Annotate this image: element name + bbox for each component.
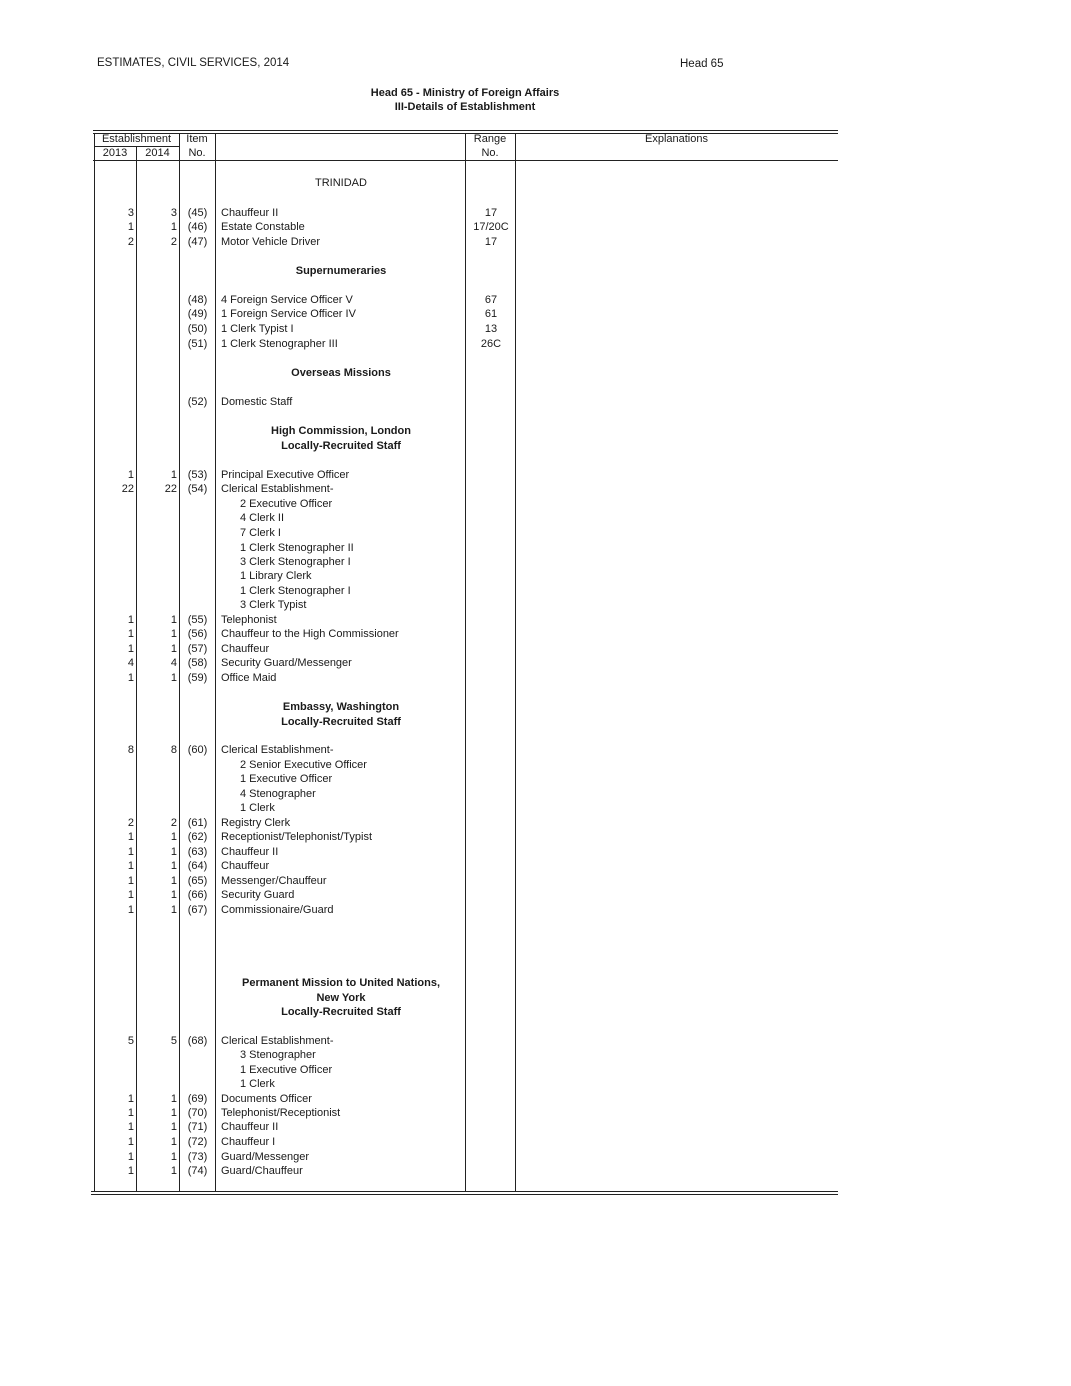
establishment-2014-cell: 1 [170, 1151, 177, 1163]
description-cell: Motor Vehicle Driver [221, 236, 321, 248]
item-number-cell: (47) [187, 236, 208, 248]
item-number-cell: (64) [187, 860, 208, 872]
table-row [0, 322, 1071, 336]
description-cell: Security Guard [221, 889, 295, 901]
description-cell: 4 Clerk II [240, 512, 285, 524]
establishment-2014-cell: 4 [170, 657, 177, 669]
table-row [0, 206, 1071, 220]
establishment-2014-cell: 1 [170, 831, 177, 843]
establishment-2013-cell: 3 [127, 207, 134, 219]
establishment-2013-cell: 1 [127, 614, 134, 626]
description-cell: Messenger/Chauffeur [221, 875, 327, 887]
description-cell: 1 Clerk [240, 1078, 275, 1090]
description-cell: Guard/Messenger [221, 1151, 310, 1163]
establishment-2013-cell: 1 [127, 904, 134, 916]
establishment-2013-cell: 1 [127, 1151, 134, 1163]
table-row [0, 1106, 1071, 1120]
establishment-2013-cell: 1 [127, 875, 134, 887]
table-row [0, 1077, 1071, 1091]
section-heading [216, 700, 466, 729]
establishment-2014-cell: 22 [164, 483, 177, 495]
table-row [0, 584, 1071, 598]
description-cell: Receptionist/Telephonist/Typist [221, 831, 373, 843]
description-cell: Telephonist [221, 614, 277, 626]
document-title: Head 65 - Ministry of Foreign Affairs [370, 87, 560, 99]
table-row [0, 220, 1071, 234]
table-row [0, 555, 1071, 569]
establishment-2013-cell: 1 [127, 831, 134, 843]
establishment-2013-cell: 1 [127, 672, 134, 684]
range-number-cell: 26C [480, 338, 502, 350]
description-cell: 4 Foreign Service Officer V [221, 294, 353, 306]
description-cell: Chauffeur [221, 860, 270, 872]
item-number-cell: (53) [187, 469, 208, 481]
header-range: Range [473, 133, 507, 145]
header-2014: 2014 [145, 147, 170, 159]
table-row [0, 743, 1071, 757]
description-cell: Clerical Establishment- [221, 483, 334, 495]
description-cell: 2 Senior Executive Officer [240, 759, 367, 771]
description-cell: 3 Stenographer [240, 1049, 316, 1061]
item-number-cell: (56) [187, 628, 208, 640]
description-cell: 2 Executive Officer [240, 498, 333, 510]
document-subtitle: III-Details of Establishment [394, 101, 536, 113]
table-row [0, 541, 1071, 555]
establishment-2014-cell: 1 [170, 1136, 177, 1148]
item-number-cell: (51) [187, 338, 208, 350]
item-number-cell: (59) [187, 672, 208, 684]
establishment-2014-cell: 3 [170, 207, 177, 219]
establishment-2014-cell: 1 [170, 860, 177, 872]
establishment-2014-cell: 1 [170, 1107, 177, 1119]
item-number-cell: (61) [187, 817, 208, 829]
description-cell: Office Maid [221, 672, 277, 684]
table-row [0, 293, 1071, 307]
item-number-cell: (58) [187, 657, 208, 669]
description-cell: Domestic Staff [221, 396, 293, 408]
table-row [0, 845, 1071, 859]
table-row [0, 307, 1071, 321]
establishment-2013-cell: 1 [127, 889, 134, 901]
description-cell: 1 Clerk Typist I [221, 323, 294, 335]
establishment-2013-cell: 2 [127, 236, 134, 248]
establishment-2014-cell: 1 [170, 672, 177, 684]
item-number-cell: (65) [187, 875, 208, 887]
table-row [0, 627, 1071, 641]
section-heading [216, 264, 466, 279]
table-row [0, 816, 1071, 830]
table-row [0, 482, 1071, 496]
section-heading-line: High Commission, London [271, 425, 411, 437]
description-cell: Clerical Establishment- [221, 744, 334, 756]
table-row [0, 758, 1071, 772]
header-item-no: No. [188, 147, 206, 159]
table-row [0, 787, 1071, 801]
establishment-2014-cell: 1 [170, 221, 177, 233]
table-row [0, 801, 1071, 815]
range-number-cell: 13 [484, 323, 498, 335]
item-number-cell: (69) [187, 1093, 208, 1105]
description-cell: Estate Constable [221, 221, 305, 233]
description-cell: Chauffeur [221, 643, 270, 655]
table-row [0, 642, 1071, 656]
establishment-2013-cell: 1 [127, 1093, 134, 1105]
description-cell: 1 Clerk Stenographer II [240, 542, 354, 554]
table-row [0, 1120, 1071, 1134]
description-cell: 1 Clerk [240, 802, 275, 814]
range-number-cell: 61 [484, 308, 498, 320]
item-number-cell: (52) [187, 396, 208, 408]
table-row [0, 874, 1071, 888]
establishment-2014-cell: 1 [170, 1121, 177, 1133]
establishment-2013-cell: 2 [127, 817, 134, 829]
table-row [0, 613, 1071, 627]
establishment-2014-cell: 1 [170, 904, 177, 916]
section-heading-line: Supernumeraries [295, 265, 387, 277]
header-item: Item [186, 133, 208, 145]
item-number-cell: (68) [187, 1035, 208, 1047]
table-row [0, 671, 1071, 685]
establishment-2014-cell: 1 [170, 846, 177, 858]
table-row [0, 859, 1071, 873]
description-cell: 1 Library Clerk [240, 570, 312, 582]
item-number-cell: (70) [187, 1107, 208, 1119]
table-row [0, 337, 1071, 351]
section-heading [216, 176, 466, 191]
description-cell: 1 Clerk Stenographer I [240, 585, 351, 597]
table-row [0, 598, 1071, 612]
description-cell: Chauffeur II [221, 1121, 279, 1133]
table-row [0, 497, 1071, 511]
description-cell: Registry Clerk [221, 817, 291, 829]
section-heading [216, 976, 466, 1020]
item-number-cell: (66) [187, 889, 208, 901]
header-range-no: No. [481, 147, 499, 159]
page-header-right: Head 65 [680, 58, 724, 70]
range-number-cell: 67 [484, 294, 498, 306]
establishment-2014-cell: 8 [170, 744, 177, 756]
section-heading-line: New York [316, 991, 366, 1004]
description-cell: Chauffeur II [221, 207, 279, 219]
range-number-cell: 17 [484, 236, 498, 248]
item-number-cell: (62) [187, 831, 208, 843]
range-number-cell: 17 [484, 207, 498, 219]
section-heading-line: Embassy, Washington [282, 701, 400, 713]
establishment-2014-cell: 2 [170, 817, 177, 829]
section-heading [216, 424, 466, 453]
table-row [0, 526, 1071, 540]
section-heading-line: Locally-Recruited Staff [281, 439, 401, 452]
item-number-cell: (63) [187, 846, 208, 858]
establishment-2013-cell: 22 [121, 483, 134, 495]
item-number-cell: (54) [187, 483, 208, 495]
establishment-2013-cell: 1 [127, 860, 134, 872]
table-row [0, 569, 1071, 583]
section-heading-line: Locally-Recruited Staff [281, 1006, 401, 1018]
establishment-2014-cell: 1 [170, 469, 177, 481]
table-row [0, 511, 1071, 525]
establishment-2014-cell: 1 [170, 614, 177, 626]
section-heading-line: TRINIDAD [315, 177, 367, 189]
establishment-2014-cell: 1 [170, 643, 177, 655]
establishment-2014-cell: 1 [170, 1093, 177, 1105]
item-number-cell: (45) [187, 207, 208, 219]
table-row [0, 772, 1071, 786]
item-number-cell: (46) [187, 221, 208, 233]
description-cell: 1 Foreign Service Officer IV [221, 308, 356, 320]
description-cell: Chauffeur to the High Commissioner [221, 628, 399, 640]
section-heading [216, 366, 466, 381]
table-row [0, 1092, 1071, 1106]
section-heading-line: Overseas Missions [291, 367, 391, 379]
header-2013: 2013 [102, 147, 128, 159]
item-number-cell: (48) [187, 294, 208, 306]
table-row [0, 235, 1071, 249]
table-row [0, 830, 1071, 844]
item-number-cell: (50) [187, 323, 208, 335]
item-number-cell: (71) [187, 1121, 208, 1133]
description-cell: Principal Executive Officer [221, 469, 350, 481]
establishment-2013-cell: 8 [127, 744, 134, 756]
description-cell: Security Guard/Messenger [221, 657, 352, 669]
description-cell: 1 Executive Officer [240, 1064, 333, 1076]
item-number-cell: (55) [187, 614, 208, 626]
establishment-2014-cell: 5 [170, 1035, 177, 1047]
establishment-2013-cell: 4 [127, 657, 134, 669]
establishment-2013-cell: 5 [127, 1035, 134, 1047]
item-number-cell: (57) [187, 643, 208, 655]
table-row [0, 1135, 1071, 1149]
establishment-2014-cell: 1 [170, 628, 177, 640]
description-cell: Guard/Chauffeur [221, 1165, 303, 1177]
description-cell: Documents Officer [221, 1093, 312, 1105]
establishment-2013-cell: 1 [127, 643, 134, 655]
establishment-2014-cell: 1 [170, 1165, 177, 1177]
description-cell: 7 Clerk I [240, 527, 281, 539]
establishment-2013-cell: 1 [127, 1107, 134, 1119]
description-cell: 1 Clerk Stenographer III [221, 338, 338, 350]
item-number-cell: (73) [187, 1151, 208, 1163]
description-cell: 3 Clerk Typist [240, 599, 307, 611]
header-explanations: Explanations [645, 133, 708, 145]
description-cell: Clerical Establishment- [221, 1035, 334, 1047]
table-row [0, 1063, 1071, 1077]
table-row [0, 888, 1071, 902]
establishment-2013-cell: 1 [127, 469, 134, 481]
page-header-left: ESTIMATES, CIVIL SERVICES, 2014 [97, 57, 290, 69]
table-row [0, 1034, 1071, 1048]
establishment-2014-cell: 1 [170, 889, 177, 901]
table-row [0, 395, 1071, 409]
establishment-2014-cell: 1 [170, 875, 177, 887]
table-row [0, 1048, 1071, 1062]
header-establishment: Establishment [101, 133, 172, 145]
table-row [0, 468, 1071, 482]
description-cell: Telephonist/Receptionist [221, 1107, 341, 1119]
establishment-2013-cell: 1 [127, 628, 134, 640]
description-cell: Chauffeur II [221, 846, 279, 858]
table-row [0, 1164, 1071, 1178]
description-cell: Commissionaire/Guard [221, 904, 334, 916]
establishment-2013-cell: 1 [127, 846, 134, 858]
establishment-2013-cell: 1 [127, 1121, 134, 1133]
establishment-2013-cell: 1 [127, 1165, 134, 1177]
description-cell: 3 Clerk Stenographer I [240, 556, 351, 568]
range-number-cell: 17/20C [473, 221, 509, 233]
establishment-2013-cell: 1 [127, 221, 134, 233]
table-row [0, 1150, 1071, 1164]
section-heading-line: Permanent Mission to United Nations, [241, 977, 441, 989]
description-cell: 1 Executive Officer [240, 773, 333, 785]
item-number-cell: (74) [187, 1165, 208, 1177]
description-cell: Chauffeur I [221, 1136, 276, 1148]
item-number-cell: (72) [187, 1136, 208, 1148]
table-row [0, 656, 1071, 670]
establishment-2014-cell: 2 [170, 236, 177, 248]
section-heading-line: Locally-Recruited Staff [281, 715, 401, 728]
item-number-cell: (67) [187, 904, 208, 916]
item-number-cell: (49) [187, 308, 208, 320]
establishment-2013-cell: 1 [127, 1136, 134, 1148]
description-cell: 4 Stenographer [240, 788, 316, 800]
item-number-cell: (60) [187, 744, 208, 756]
table-row [0, 903, 1071, 917]
